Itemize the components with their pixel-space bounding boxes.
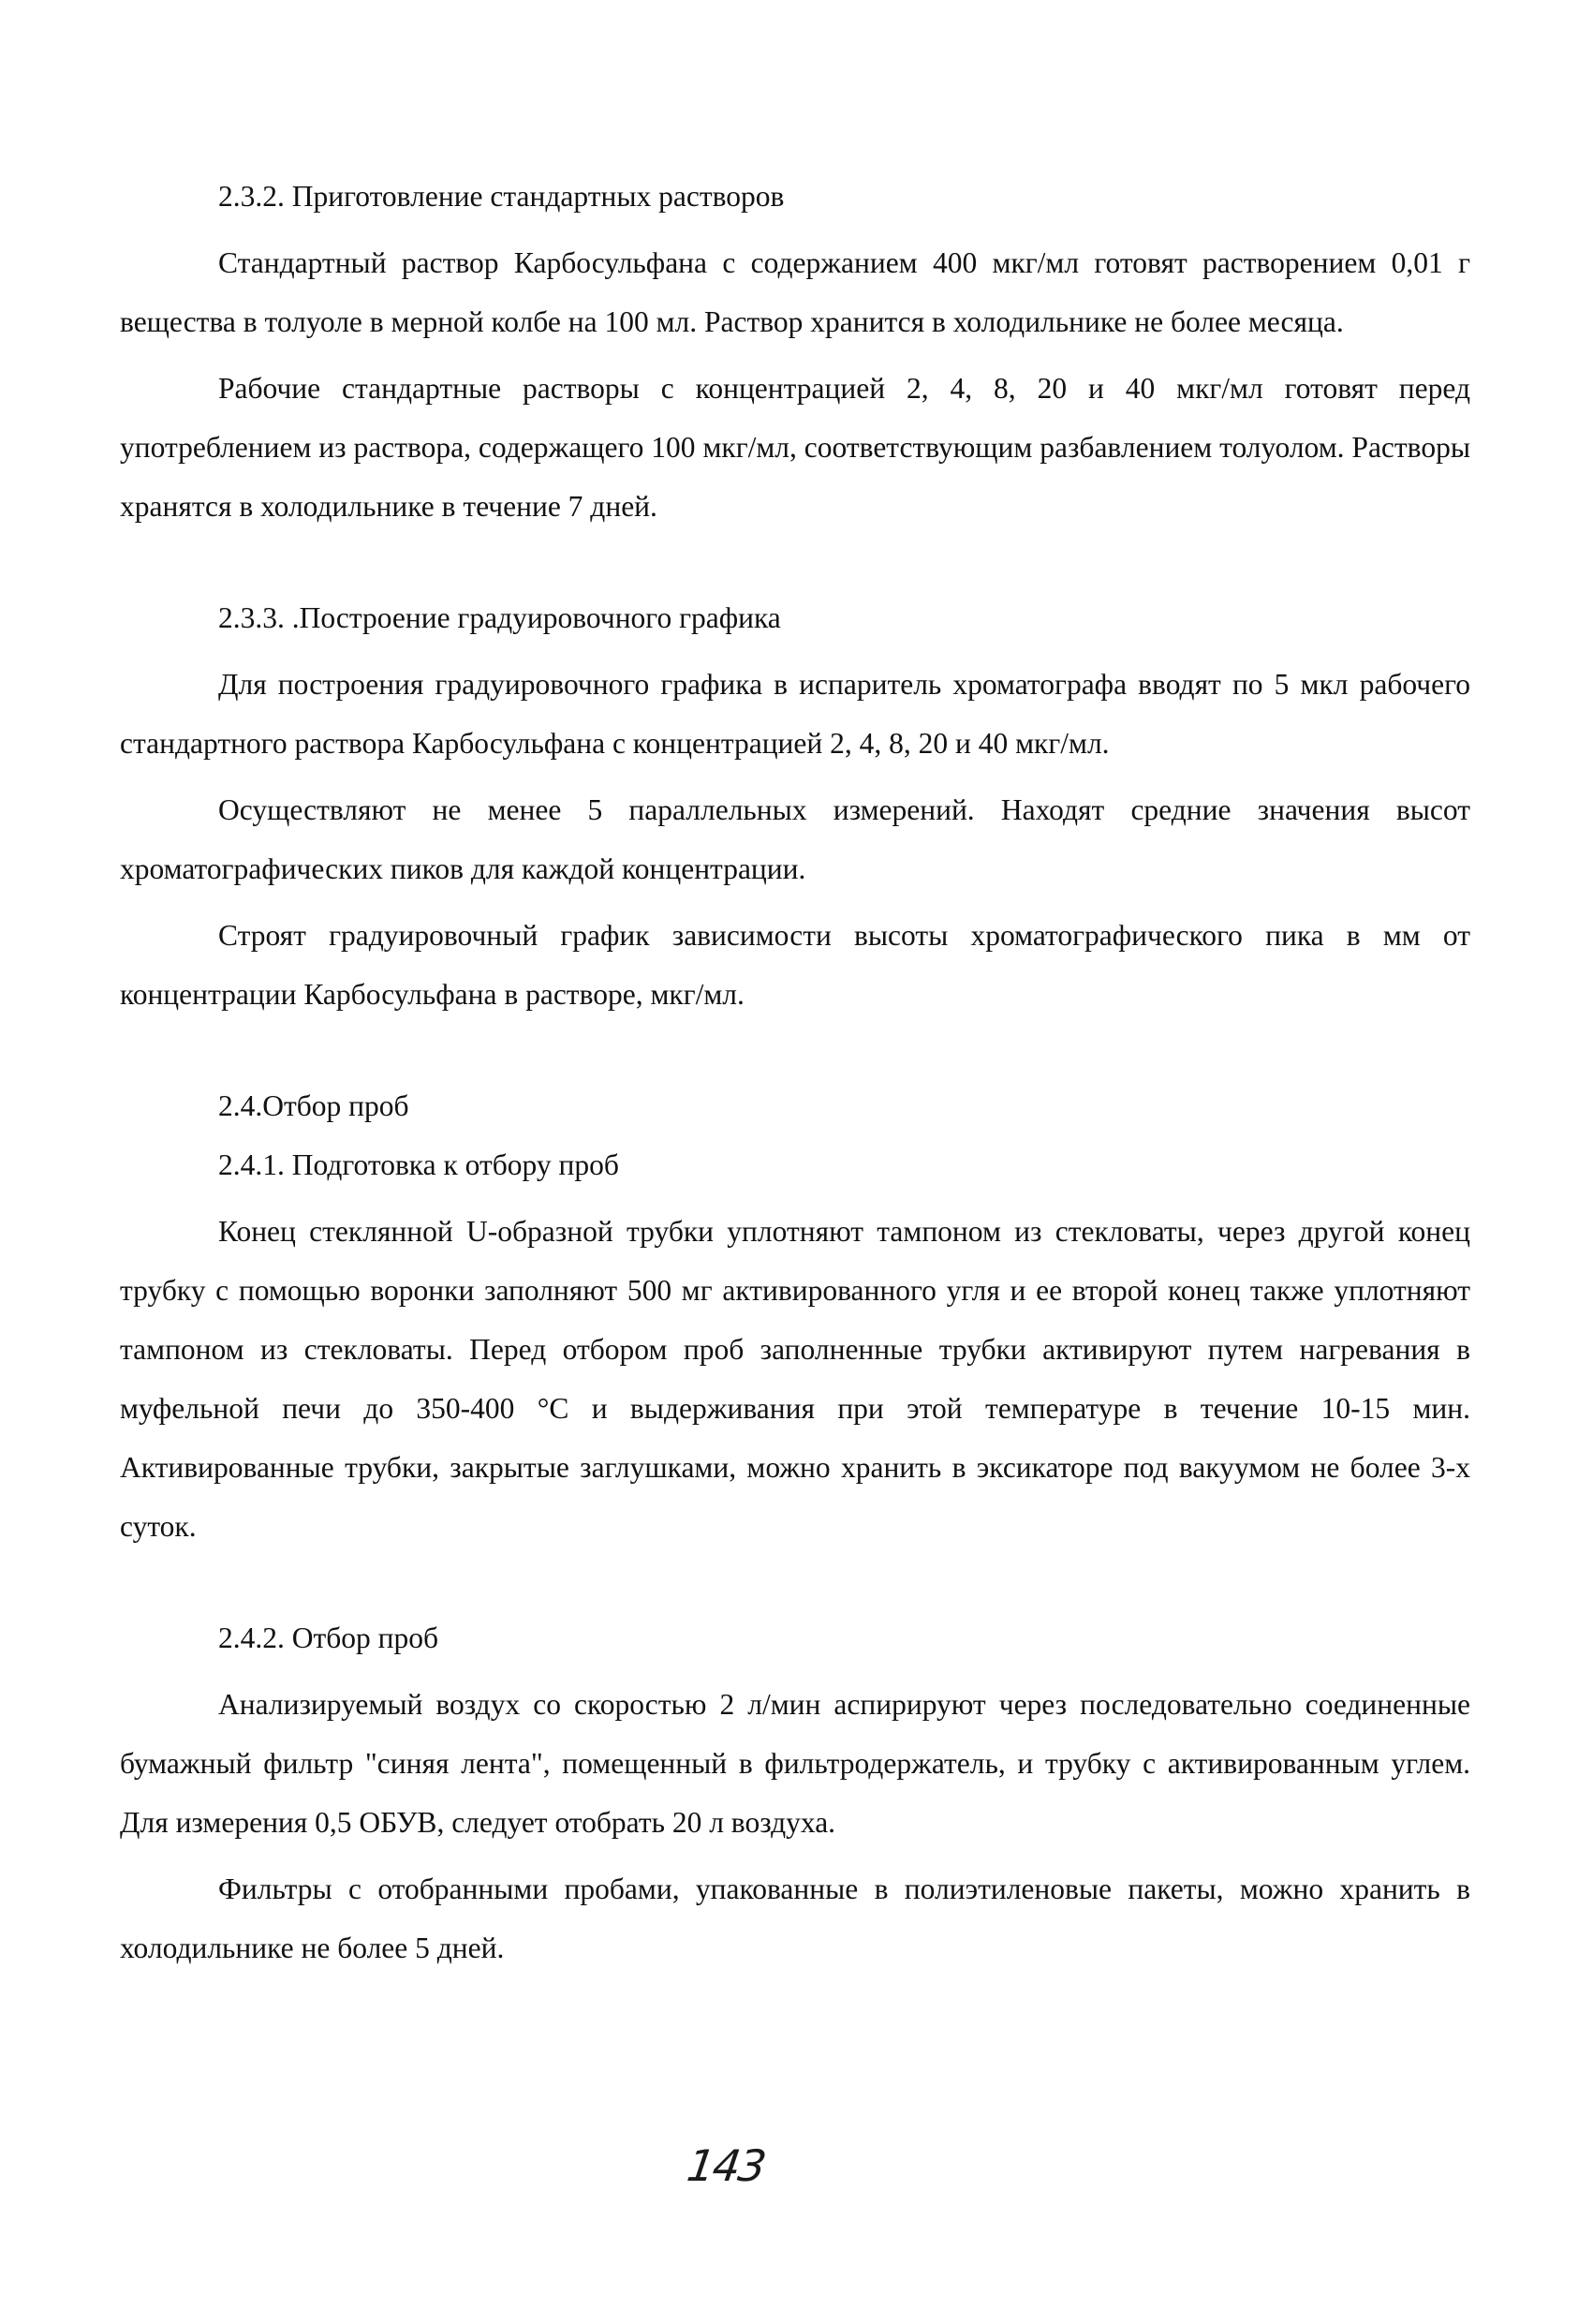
paragraph-working-solutions: Рабочие стандартные растворы с концентрацией 2, 4, 8, 20 и 40 мкг/мл готовят перед употреблением из раствора, содержащего 100 мкг/мл, соответствующим разбавлением толуолом. Растворы хранятся в холодильнике в течение 7 дней. <box>120 372 1470 523</box>
page-number: 143 <box>684 2140 768 2191</box>
paragraph-parallel-measurements: Осуществляют не менее 5 параллельных измерений. Находят средние значения высот хроматографических пиков для каждой концентрации. <box>120 793 1470 885</box>
page-content <box>120 167 1470 1977</box>
section-heading-2-4: 2.4.Отбор проб <box>218 1089 409 1122</box>
section-heading-2-4-2: 2.4.2. Отбор проб <box>218 1621 439 1654</box>
paragraph-standard-solution: Стандартный раствор Карбосульфана с содержанием 400 мкг/мл готовят растворением 0,01 г вещества в толуоле в мерной колбе на 100 мл. Раствор хранится в холодильнике не более месяца. <box>120 246 1470 338</box>
paragraph-tube-preparation: Конец стеклянной U-образной трубки уплотняют тампоном из стекловаты, через другой конец трубку с помощью воронки заполняют 500 мг активированного угля и ее второй конец также уплотняют тампоном из стекловаты. Перед отбором проб заполненные трубки активируют путем нагревания в муфельной печи до 350-400 °С и выдерживания при этой температуре в течение 10-15 мин. Активированные трубки, закрытые заглушками, можно хранить в эксикаторе под вакуумом не более 3-х суток. <box>120 1215 1470 1543</box>
section-heading-2-3-3: 2.3.3. .Построение градуировочного графика <box>218 601 781 634</box>
paragraph-calibration-injection: Для построения градуировочного графика в испаритель хроматографа вводят по 5 мкл рабочего стандартного раствора Карбосульфана с концентрацией 2, 4, 8, 20 и 40 мкг/мл. <box>120 668 1470 760</box>
paragraph-calibration-graph: Строят градуировочный график зависимости высоты хроматографического пика в мм от концентрации Карбосульфана в растворе, мкг/мл. <box>120 919 1470 1011</box>
section-heading-2-4-1: 2.4.1. Подготовка к отбору проб <box>218 1148 619 1181</box>
section-heading-2-3-2: 2.3.2. Приготовление стандартных растворов <box>218 180 785 213</box>
paragraph-filter-storage: Фильтры с отобранными пробами, упакованные в полиэтиленовые пакеты, можно хранить в холодильнике не более 5 дней. <box>120 1873 1470 1964</box>
paragraph-air-sampling: Анализируемый воздух со скоростью 2 л/мин аспирируют через последовательно соединенные бумажный фильтр "синяя лента", помещенный в фильтродержатель, и трубку с активированным углем. Для измерения 0,5 ОБУВ, следует отобрать 20 л воздуха. <box>120 1688 1470 1839</box>
